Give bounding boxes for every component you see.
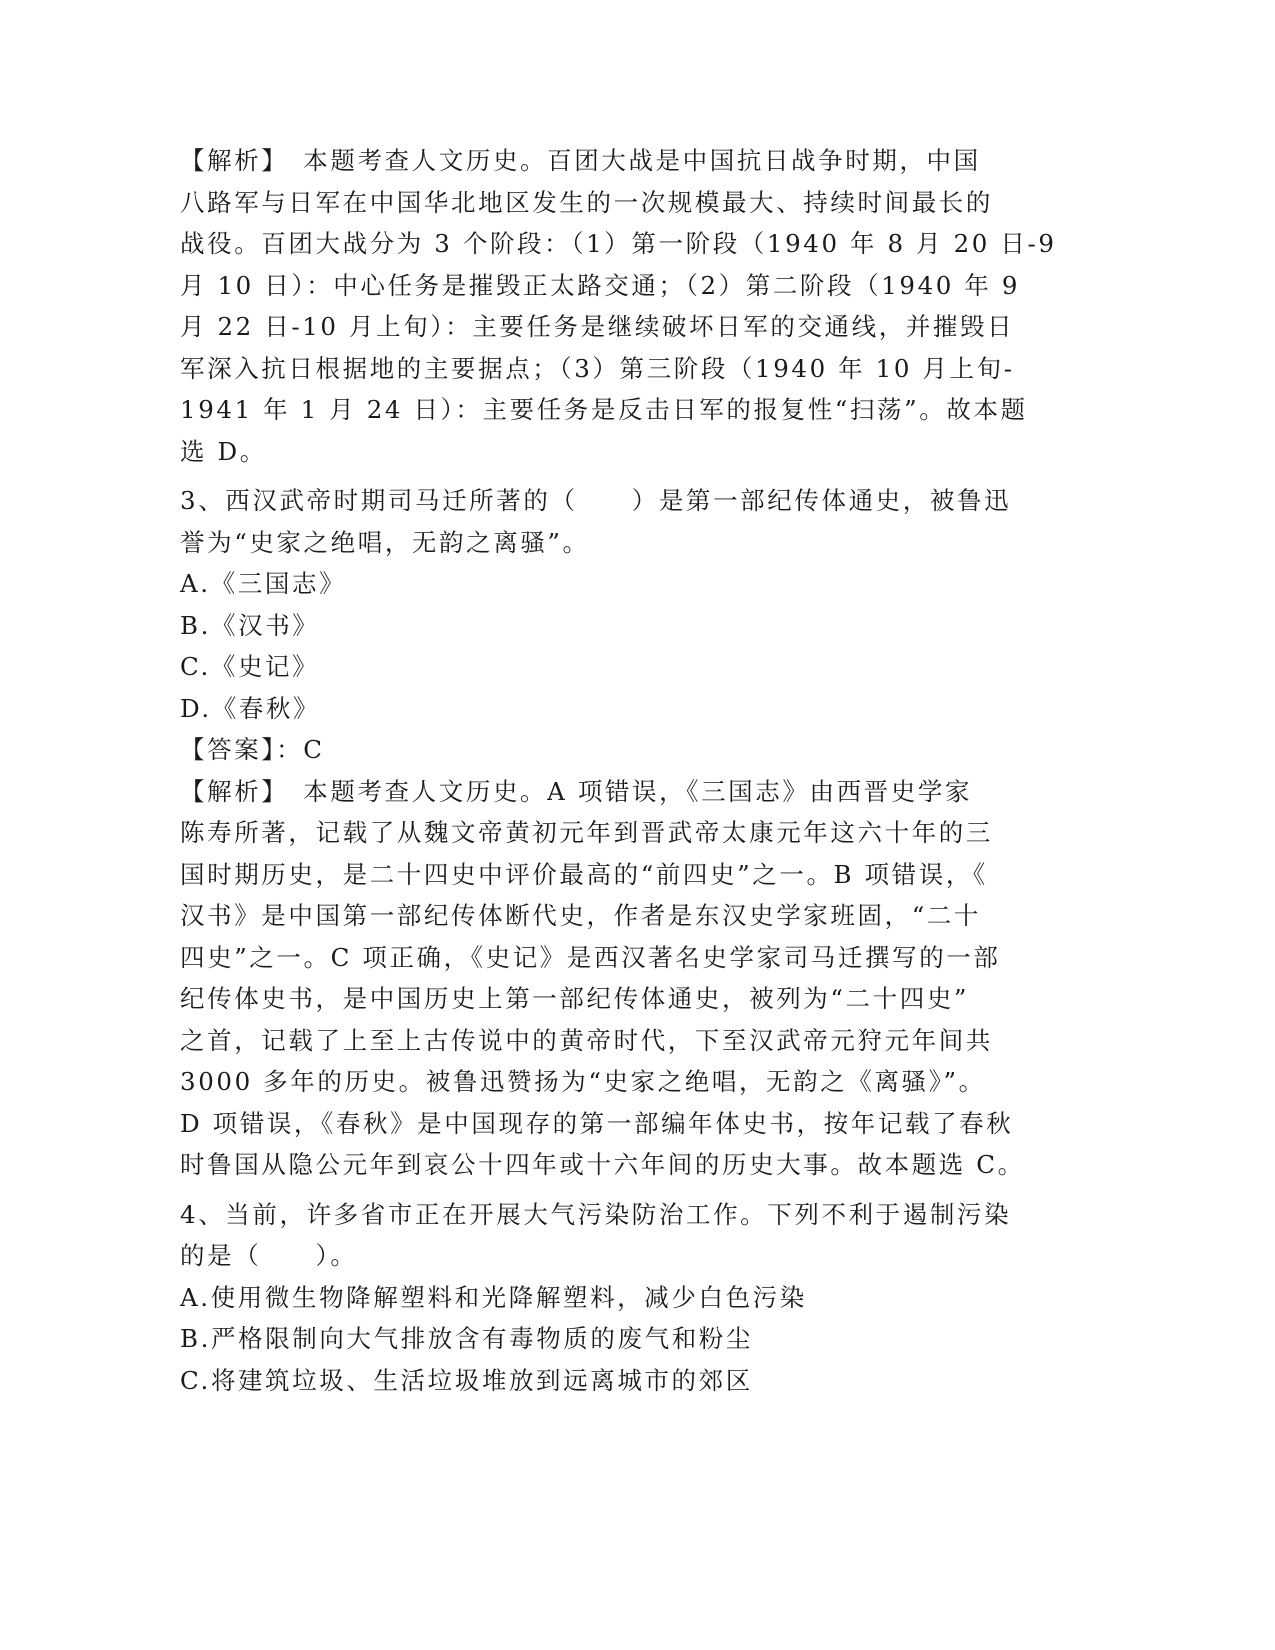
analysis-line: 【解析】 本题考查人文历史。百团大战是中国抗日战争时期，中国 — [180, 146, 981, 175]
analysis-line: 选 D。 — [180, 436, 267, 466]
option-d: D.《春秋》 — [180, 693, 321, 723]
analysis-line: 战役。百团大战分为 3 个阶段：（1）第一阶段（1940 年 8 月 20 日-9 — [180, 229, 1057, 258]
document-page — [180, 140, 1057, 1401]
analysis-line: 【解析】 本题考查人文历史。A 项错误，《三国志》由西晋史学家 — [180, 776, 973, 806]
analysis-line: 3000 多年的历史。被鲁迅赞扬为“史家之绝唱，无韵之《离骚》”。 — [180, 1067, 986, 1096]
analysis-line: 时鲁国从隐公元年到哀公十四年或十六年间的历史大事。故本题选 C。 — [180, 1150, 1025, 1179]
question-stem-line: 4、当前，许多省市正在开展大气污染防治工作。下列不利于遏制污染 — [180, 1199, 1012, 1229]
option-c: C.《史记》 — [180, 652, 320, 681]
analysis-line: 四史”之一。C 项正确，《史记》是西汉著名史学家司马迁撰写的一部 — [180, 942, 1001, 972]
paragraph-gap — [180, 472, 1040, 480]
question-4 — [180, 1194, 1040, 1402]
analysis-line: 月 10 日）：中心任务是摧毁正太路交通；（2）第二阶段（1940 年 9 — [180, 270, 1021, 300]
analysis-line: 汉书》是中国第一部纪传体断代史，作者是东汉史学家班固，“二十 — [180, 901, 982, 930]
option-b: B.严格限制向大气排放含有毒物质的废气和粉尘 — [180, 1324, 753, 1353]
question-stem-line: 3、西汉武帝时期司马迁所著的（ ）是第一部纪传体通史，被鲁迅 — [180, 486, 1012, 515]
answer-line: 【答案】：C — [180, 735, 325, 764]
analysis-line: 国时期历史，是二十四史中评价最高的“前四史”之一。B 项错误，《 — [180, 859, 988, 889]
analysis-line: 月 22 日-10 月上旬）：主要任务是继续破坏日军的交通线，并摧毁日 — [180, 312, 1015, 341]
option-c: C.将建筑垃圾、生活垃圾堆放到远离城市的郊区 — [180, 1365, 753, 1395]
option-a: A.使用微生物降解塑料和光降解塑料，减少白色污染 — [180, 1282, 807, 1312]
analysis-line: 军深入抗日根据地的主要据点；（3）第三阶段（1940 年 10 月上旬- — [180, 353, 1015, 383]
analysis-line: 纪传体史书，是中国历史上第一部纪传体通史，被列为“二十四史” — [180, 984, 970, 1013]
option-a: A.《三国志》 — [180, 569, 347, 598]
analysis-block-q2 — [180, 140, 1057, 472]
analysis-line: 八路军与日军在中国华北地区发生的一次规模最大、持续时间最长的 — [180, 187, 993, 217]
question-3 — [180, 480, 1040, 1186]
question-stem-line: 誉为“史家之绝唱，无韵之离骚”。 — [180, 527, 590, 557]
analysis-line: 之首，记载了上至上古传说中的黄帝时代，下至汉武帝元狩元年间共 — [180, 1025, 993, 1055]
paragraph-gap — [180, 1186, 1040, 1194]
question-stem-line: 的是（ ）。 — [180, 1241, 358, 1270]
analysis-line: D 项错误，《春秋》是中国现存的第一部编年体史书，按年记载了春秋 — [180, 1108, 1014, 1138]
option-b: B.《汉书》 — [180, 610, 320, 640]
analysis-line: 陈寿所著，记载了从魏文帝黄初元年到晋武帝太康元年这六十年的三 — [180, 818, 993, 847]
analysis-line: 1941 年 1 月 24 日）：主要任务是反击日军的报复性“扫荡”。故本题 — [180, 395, 1028, 424]
